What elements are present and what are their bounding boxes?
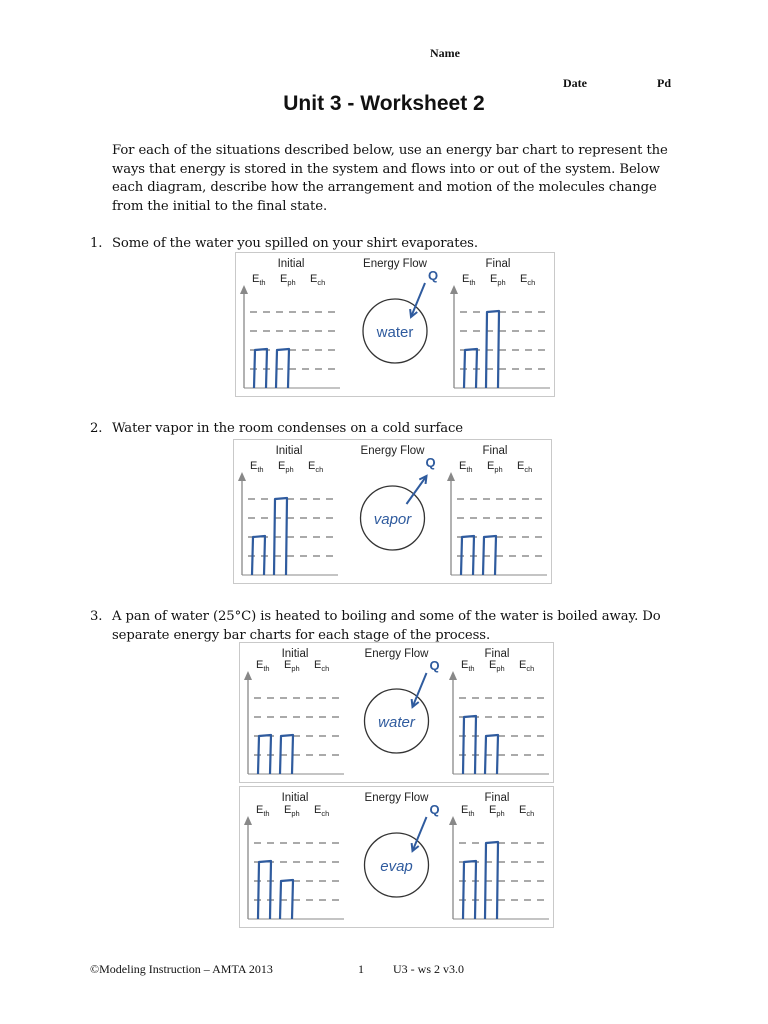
final-title: Final [484, 648, 510, 660]
question-3-text [112, 608, 661, 645]
question-3-line: separate energy bar charts for each stage of the process. [112, 627, 491, 643]
intro-line: from the initial to the final state. [112, 198, 328, 214]
chart-svg [236, 253, 554, 396]
q-label: Q [429, 802, 440, 817]
question-3-number: 3. [90, 609, 103, 624]
intro-line: each diagram, describe how the arrangement and motion of the molecules change [112, 180, 657, 195]
energy-flow-arrow [411, 283, 425, 317]
final-title: Final [484, 792, 510, 804]
final-axis-arrow [449, 671, 457, 680]
period-label: Pd [657, 76, 672, 90]
energy-bar-chart-3b [239, 786, 554, 928]
question-1-text: Some of the water you spilled on your shirt evaporates. [112, 236, 478, 251]
final-ech-label: $E_{ch}$ [517, 460, 533, 474]
initial-eth-label: $E_{th}$ [252, 273, 266, 287]
question-2-text: Water vapor in the room condenses on a cold surface [112, 421, 463, 436]
final-eph-label: $E_{ph}$ [490, 273, 506, 287]
initial-axis-arrow [244, 671, 252, 680]
initial-eth-label: $E_{th}$ [256, 659, 270, 673]
final-eph-label: $E_{ph}$ [487, 460, 503, 474]
q-label: Q [425, 455, 436, 470]
energy-bar-chart-1 [235, 252, 555, 397]
final-ech-label: $E_{ch}$ [520, 273, 536, 287]
energy-flow-arrow [413, 673, 427, 707]
initial-title: Initial [275, 445, 303, 457]
chart-svg [234, 440, 551, 583]
energy-flow-title: Energy Flow [364, 648, 429, 660]
initial-axis-arrow [238, 472, 246, 481]
date-label: Date [563, 76, 587, 90]
initial-eph-label: $E_{ph}$ [280, 273, 296, 287]
final-eph-label: $E_{ph}$ [489, 659, 505, 673]
initial-axis-arrow [244, 816, 252, 825]
energy-flow-title: Energy Flow [363, 258, 427, 270]
energy-flow-title: Energy Flow [360, 445, 425, 457]
initial-bar-eth [258, 861, 271, 919]
initial-title: Initial [277, 258, 305, 270]
intro-line: ways that energy is stored in the system and flows into or out of the system. Below [112, 161, 660, 177]
final-eth-label: $E_{th}$ [461, 804, 475, 818]
final-eth-label: $E_{th}$ [459, 460, 473, 474]
energy-bar-chart-3a [239, 642, 554, 783]
final-eph-label: $E_{ph}$ [489, 804, 505, 818]
name-label: Name [430, 46, 460, 60]
final-title: Final [482, 445, 508, 457]
initial-title: Initial [281, 648, 309, 660]
question-2-number: 2. [90, 421, 103, 436]
energy-flow-title: Energy Flow [364, 792, 429, 804]
initial-ech-label: $E_{ch}$ [310, 273, 326, 287]
initial-eph-label: $E_{ph}$ [284, 804, 300, 818]
final-eth-label: $E_{th}$ [461, 659, 475, 673]
energy-bar-chart-2 [233, 439, 552, 584]
initial-ech-label: $E_{ch}$ [314, 804, 330, 818]
chart-svg [240, 787, 553, 927]
final-axis-arrow [450, 285, 458, 294]
system-label: water [378, 714, 415, 731]
chart-svg [240, 643, 553, 782]
intro-line: For each of the situations described below, use an energy bar chart to represent the [112, 143, 668, 158]
system-label: vapor [373, 511, 412, 528]
final-bar-eth [463, 716, 476, 774]
final-axis-arrow [449, 816, 457, 825]
footer-doc-id: U3 - ws 2 v3.0 [393, 962, 464, 976]
initial-eth-label: $E_{th}$ [256, 804, 270, 818]
page-title: Unit 3 - Worksheet 2 [283, 92, 485, 115]
footer-copyright: ©Modeling Instruction – AMTA 2013 [90, 962, 273, 976]
final-bar-eth [463, 861, 476, 919]
question-1-number: 1. [90, 236, 103, 251]
intro-paragraph [112, 142, 668, 216]
energy-flow-arrow [413, 817, 427, 851]
initial-eph-label: $E_{ph}$ [278, 460, 294, 474]
initial-eth-label: $E_{th}$ [250, 460, 264, 474]
q-label: Q [429, 658, 440, 673]
final-ech-label: $E_{ch}$ [519, 659, 535, 673]
initial-ech-label: $E_{ch}$ [308, 460, 324, 474]
final-axis-arrow [447, 472, 455, 481]
q-label: Q [428, 268, 439, 283]
question-3-line: A pan of water (25°C) is heated to boiling and some of the water is boiled away. Do [112, 609, 661, 624]
system-label: evap [380, 858, 413, 875]
initial-axis-arrow [240, 285, 248, 294]
final-title: Final [485, 258, 511, 270]
energy-flow-arrow [407, 476, 427, 504]
final-eth-label: $E_{th}$ [462, 273, 476, 287]
final-ech-label: $E_{ch}$ [519, 804, 535, 818]
initial-title: Initial [281, 792, 309, 804]
initial-eph-label: $E_{ph}$ [284, 659, 300, 673]
system-label: water [376, 324, 414, 341]
initial-ech-label: $E_{ch}$ [314, 659, 330, 673]
footer-page-number: 1 [358, 962, 364, 976]
